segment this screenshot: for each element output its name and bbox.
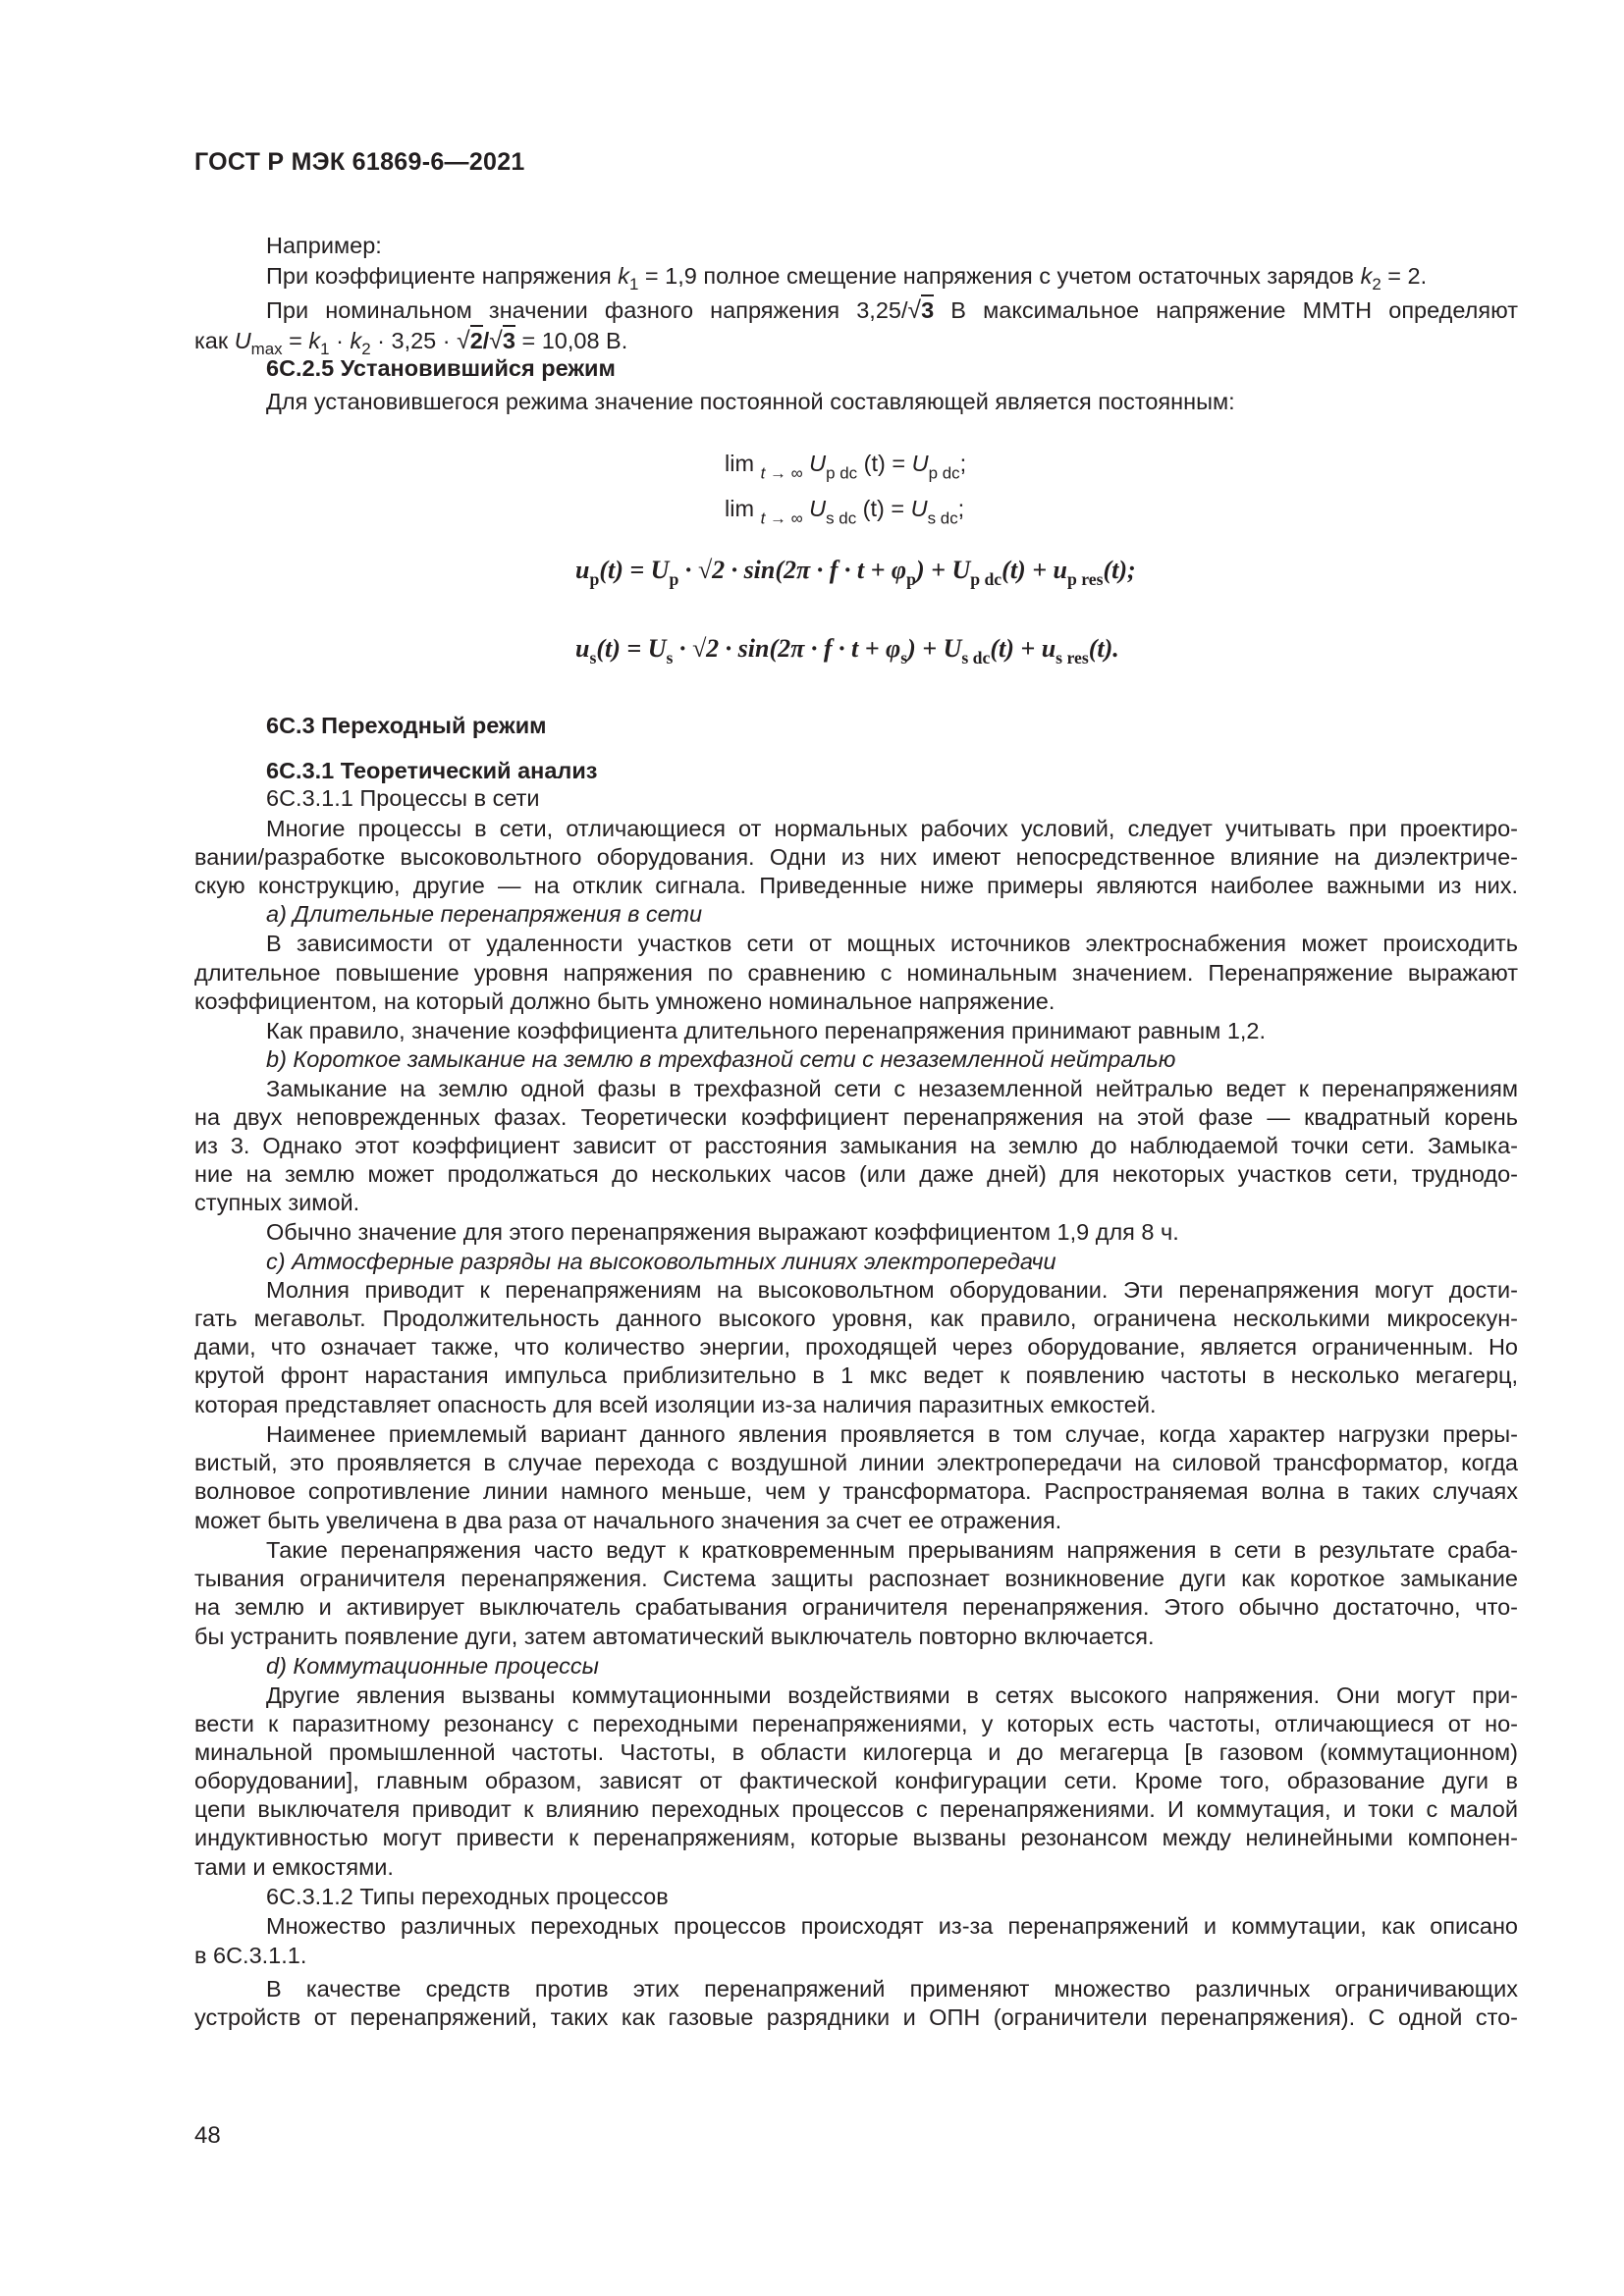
- body-line: ступных зимой.: [194, 1190, 360, 1215]
- section-heading-6c31: 6С.3.1 Теоретический анализ: [266, 758, 598, 783]
- body-line: может быть увеличена в два раза от начального значения за счет ее отражения.: [194, 1508, 1062, 1533]
- list-heading-b: b) Короткое замыкание на землю в трехфазной сети с незаземленной нейтралью: [266, 1046, 1176, 1072]
- body-line: дами, что означает также, что количество энергии, проходящей через оборудование, является ограниченным. Но: [194, 1334, 1518, 1360]
- sqrt-3-symbol: √3: [908, 297, 935, 323]
- list-heading-a: a) Длительные перенапряжения в сети: [266, 901, 703, 927]
- body-line: устройств от перенапряжений, таких как газовые разрядники и ОПН (ограничители перенапряжения). С одной сто-: [194, 2004, 1518, 2030]
- example-line-2: При номинальном значении фазного напряжения 3,25/√3 В максимальное напряжение ММТН определяют: [266, 295, 1518, 326]
- list-heading-c: c) Атмосферные разряды на высоковольтных линиях электропередачи: [266, 1249, 1056, 1274]
- example-line-3: как $U_{max} = k_1 \cdot k_2 \cdot 3,25 \cdot √2/√3 = 10,08$ В.: [194, 326, 627, 356]
- body-line: Как правило, значение коэффициента длительного перенапряжения принимают равным 1,2.: [266, 1018, 1267, 1043]
- body-line: из 3. Однако этот коэффициент зависит от расстояния замыкания на землю до наблюдаемой точки сети. Замыка-: [194, 1133, 1518, 1158]
- body-line: индуктивностью могут привести к перенапряжениям, которые вызваны резонансом между нелинейными компонен-: [194, 1825, 1518, 1850]
- body-line: в 6С.3.1.1.: [194, 1943, 307, 1968]
- example-line-1: При коэффициенте напряжения $k_1 = 1,9$ полное смещение напряжения с учетом остаточных зарядов $k_2 = 2$.: [266, 263, 1428, 294]
- body-line: Обычно значение для этого перенапряжения выражают коэффициентом 1,9 для 8 ч.: [266, 1219, 1179, 1245]
- body-line: коэффициентом, на который должно быть умножено номинальное напряжение.: [194, 988, 1056, 1014]
- list-heading-d: d) Коммутационные процессы: [266, 1653, 599, 1679]
- page-header: ГОСТ Р МЭК 61869-6—2021: [194, 148, 525, 176]
- subsection-6c311: 6С.3.1.1 Процессы в сети: [266, 785, 540, 811]
- subsection-6c312: 6С.3.1.2 Типы переходных процессов: [266, 1884, 669, 1909]
- body-line: которая представляет опасность для всей изоляции из-за наличия паразитных емкостей.: [194, 1392, 1157, 1417]
- body-line: волновое сопротивление линии намного меньше, чем у трансформатора. Распространяемая волна в таких случаях: [194, 1478, 1518, 1504]
- sqrt-2-over-sqrt-3: √2/√3: [457, 328, 515, 353]
- body-line: вистый, это проявляется в случае перехода с воздушной линии электропередачи на силовой трансформатор, когда: [194, 1450, 1518, 1475]
- body-line: вании/разработке высоковольтного оборудования. Одни из них имеют непосредственное влияние на диэлектриче-: [194, 844, 1518, 870]
- body-line: Молния приводит к перенапряжениям на высоковольтном оборудовании. Эти перенапряжения могут дости-: [266, 1277, 1518, 1303]
- body-line: вести к паразитному резонансу с переходными перенапряжениями, у которых есть частоты, отличающиеся от но-: [194, 1711, 1518, 1736]
- body-line: Множество различных переходных процессов происходят из-за перенапряжений и коммутации, как описано: [266, 1913, 1518, 1939]
- body-line: тывания ограничителя перенапряжения. Система защиты распознает возникновение дуги как короткое замыкание: [194, 1566, 1518, 1591]
- body-line: тами и емкостями.: [194, 1854, 394, 1880]
- page-number: 48: [194, 2122, 221, 2149]
- body-line: длительное повышение уровня напряжения по сравнению с номинальным значением. Перенапряжение выражают: [194, 960, 1518, 986]
- limit-formula-p: lim $_{t \to \infty}$ $U_{p dc}$ $(t) = U_{p dc}$;: [725, 451, 967, 483]
- body-line: цепи выключателя приводит к влиянию переходных процессов с перенапряжениями. И коммутация, и токи с малой: [194, 1796, 1518, 1822]
- body-line: скую конструкцию, другие — на отклик сигнала. Приведенные ниже примеры являются наиболее важными из них.: [194, 873, 1518, 898]
- body-line: минальной промышленной частоты. Частоты, в области килогерца и до мегагерца [в газовом (коммутационном): [194, 1739, 1518, 1765]
- body-line: Другие явления вызваны коммутационными воздействиями в сетях высокого напряжения. Они могут при-: [266, 1682, 1518, 1708]
- body-line: Наименее приемлемый вариант данного явления проявляется в том случае, когда характер нагрузки преры-: [266, 1421, 1518, 1447]
- body-line: крутой фронт нарастания импульса приблизительно в 1 мкс ведет к появлению частоты в несколько мегагерц,: [194, 1362, 1518, 1388]
- body-line: гать мегавольт. Продолжительность данного высокого уровня, как правило, ограничена несколькими микросекун-: [194, 1306, 1518, 1331]
- body-line: Такие перенапряжения часто ведут к кратковременным прерываниям напряжения в сети в результате сраба-: [266, 1537, 1518, 1563]
- body-line: В качестве средств против этих перенапряжений применяют множество различных ограничивающих: [266, 1976, 1518, 2002]
- example-intro: Например:: [266, 233, 382, 258]
- section-heading-6c3: 6С.3 Переходный режим: [266, 713, 547, 738]
- limit-formula-s: lim $_{t \to \infty}$ $U_{s dc}$ $(t) = U_{s dc}$;: [725, 496, 965, 528]
- section-6c25-text: Для установившегося режима значение постоянной составляющей является постоянным:: [266, 389, 1235, 414]
- equation-up: $u_p(t) = U_p \cdot √2 \cdot \sin(2\pi \cdot f \cdot t + \varphi_p) + U_{p dc}(t) + u_{p res}(t)$;: [575, 556, 1136, 590]
- body-line: бы устранить появление дуги, затем автоматический выключатель повторно включается.: [194, 1624, 1155, 1649]
- equation-us: $u_s(t) = U_s \cdot √2 \cdot \sin(2\pi \cdot f \cdot t + \varphi_s) + U_{s dc}(t) + u_{s res}(t)$.: [575, 634, 1119, 668]
- section-heading-6c25: 6С.2.5 Установившийся режим: [266, 355, 616, 381]
- body-line: на двух неповрежденных фазах. Теоретически коэффициент перенапряжения на этой фазе — квадратный корень: [194, 1104, 1518, 1130]
- body-line: Многие процессы в сети, отличающиеся от нормальных рабочих условий, следует учитывать при проектиро-: [266, 816, 1518, 841]
- body-line: на землю и активирует выключатель срабатывания ограничителя перенапряжения. Этого обычно достаточно, что-: [194, 1594, 1518, 1620]
- body-line: оборудовании], главным образом, зависят от фактической конфигурации сети. Кроме того, образование дуги в: [194, 1768, 1518, 1793]
- body-line: В зависимости от удаленности участков сети от мощных источников электроснабжения может происходить: [266, 931, 1518, 956]
- body-line: ние на землю может продолжаться до нескольких часов (или даже дней) для некоторых участков сети, труднодо-: [194, 1161, 1518, 1187]
- body-line: Замыкание на землю одной фазы в трехфазной сети с незаземленной нейтралью ведет к перенапряжениям: [266, 1076, 1518, 1101]
